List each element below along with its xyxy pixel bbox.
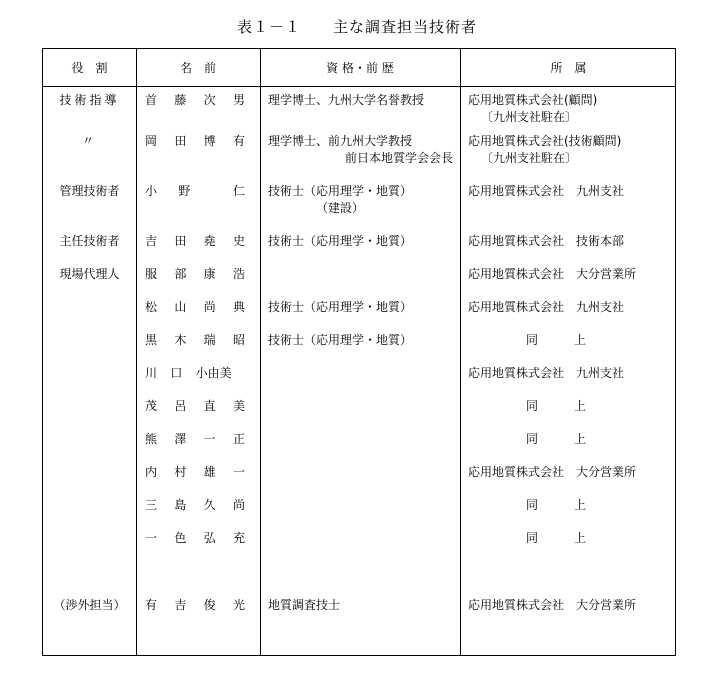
name-char: 田	[174, 134, 187, 148]
table-title: 表１－１ 主な調査担当技術者	[236, 18, 477, 36]
cell-affiliation: 応用地質株式会社(技術顧問)	[468, 134, 622, 148]
cell-name	[145, 530, 245, 547]
name-char: 服	[145, 267, 158, 281]
cell-affiliation: 応用地質株式会社 九州支社	[468, 300, 625, 314]
column-divider	[460, 49, 461, 655]
cell-affiliation: 応用地質株式会社 九州支社	[468, 366, 625, 380]
name-char: 尚	[232, 498, 245, 512]
name-char: 島	[174, 498, 187, 512]
name-char: 史	[232, 234, 245, 248]
name-char: 一	[203, 432, 216, 446]
cell-name	[145, 183, 245, 200]
cell-affiliation: 同 上	[526, 399, 587, 413]
name-char: 光	[232, 598, 245, 612]
cell-qualification-line2: 前日本地質学会会長	[344, 151, 453, 165]
cell-name	[145, 133, 245, 150]
header-role: 役 割	[71, 61, 108, 75]
name-char: 正	[232, 432, 245, 446]
name-char: 内	[145, 465, 158, 479]
cell-name	[145, 597, 245, 614]
name-char: 吉	[174, 598, 187, 612]
name-char: 浩	[232, 267, 245, 281]
name-char: 色	[174, 531, 187, 545]
name-char: 康	[203, 267, 216, 281]
header-name: 名 前	[179, 61, 216, 75]
name-char: 俊	[203, 598, 216, 612]
name-char: 小由美	[195, 366, 232, 380]
cell-affiliation: 応用地質株式会社 大分営業所	[468, 267, 637, 281]
name-char: 博	[203, 134, 216, 148]
cell-name	[145, 431, 245, 448]
name-char: 尚	[203, 300, 216, 314]
name-char: 川	[145, 366, 158, 380]
staff-table	[42, 48, 676, 656]
name-char: 部	[174, 267, 187, 281]
name-char: 有	[145, 598, 158, 612]
cell-affiliation: 応用地質株式会社 技術本部	[468, 234, 625, 248]
cell-qualification: 技術士（応用理学・地質）	[268, 234, 413, 248]
cell-affiliation: 同 上	[526, 498, 587, 512]
cell-affiliation: 応用地質株式会社 九州支社	[468, 184, 625, 198]
cell-role: （渉外担当）	[53, 598, 126, 612]
cell-affiliation: 応用地質株式会社 大分営業所	[468, 598, 637, 612]
cell-role: 技術指導	[59, 93, 120, 107]
name-char: 有	[232, 134, 245, 148]
cell-affiliation: 応用地質株式会社(顧問)	[468, 93, 598, 107]
cell-qualification-line2: （建設）	[316, 201, 365, 215]
name-char: 堯	[203, 234, 216, 248]
cell-role: 現場代理人	[59, 267, 120, 281]
cell-name	[145, 332, 245, 349]
cell-role: 〃	[81, 134, 97, 148]
name-char: 昭	[232, 333, 245, 347]
name-char: 茂	[145, 399, 158, 413]
name-char: 村	[174, 465, 187, 479]
name-char: 三	[145, 498, 158, 512]
cell-qualification: 地質調査技士	[268, 598, 341, 612]
cell-qualification: 技術士（応用理学・地質）	[268, 184, 413, 198]
name-char: 岡	[145, 134, 158, 148]
name-char: 呂	[174, 399, 187, 413]
cell-name	[145, 233, 245, 250]
name-char: 雄	[203, 465, 216, 479]
name-char: 充	[232, 531, 245, 545]
name-char: 男	[232, 93, 245, 107]
cell-name	[145, 497, 245, 514]
name-char: 典	[232, 300, 245, 314]
cell-affiliation: 同 上	[526, 531, 587, 545]
name-char: 熊	[145, 432, 158, 446]
cell-name	[145, 365, 245, 382]
cell-name	[145, 464, 245, 481]
cell-role: 管理技術者	[59, 184, 120, 198]
column-divider	[260, 49, 261, 655]
name-char: 吉	[145, 234, 158, 248]
name-char: 黒	[145, 333, 158, 347]
cell-name	[145, 266, 245, 283]
name-char: 木	[174, 333, 187, 347]
cell-affiliation-line2: 〔九州支社駐在〕	[481, 151, 578, 165]
name-char: 野	[178, 184, 191, 198]
name-char: 口	[170, 366, 183, 380]
name-char: 首	[145, 93, 158, 107]
name-char: 弘	[203, 531, 216, 545]
name-char: 一	[232, 465, 245, 479]
name-char: 久	[203, 498, 216, 512]
name-char: 田	[174, 234, 187, 248]
cell-affiliation: 同 上	[526, 333, 587, 347]
name-char: 澤	[174, 432, 187, 446]
name-char: 松	[145, 300, 158, 314]
cell-affiliation-line2: 〔九州支社駐在〕	[481, 110, 578, 124]
cell-role: 主任技術者	[59, 234, 120, 248]
name-char: 瑞	[203, 333, 216, 347]
cell-qualification: 理学博士、前九州大学教授	[268, 134, 413, 148]
cell-name	[145, 92, 245, 109]
header-affiliation: 所 属	[550, 61, 587, 75]
name-char: 直	[203, 399, 216, 413]
cell-qualification: 理学博士、九州大学名誉教授	[268, 93, 425, 107]
cell-name	[145, 398, 245, 415]
name-char: 山	[174, 300, 187, 314]
name-char: 美	[232, 399, 245, 413]
name-char: 一	[145, 531, 158, 545]
name-char: 藤	[174, 93, 187, 107]
cell-affiliation: 応用地質株式会社 大分営業所	[468, 465, 637, 479]
column-divider	[136, 49, 137, 655]
name-char: 仁	[232, 184, 245, 198]
header-qualification: 資 格・前 歴	[326, 61, 394, 75]
name-char: 小	[145, 184, 158, 198]
name-char: 次	[203, 93, 216, 107]
cell-qualification: 技術士（応用理学・地質）	[268, 300, 413, 314]
cell-qualification: 技術士（応用理学・地質）	[268, 333, 413, 347]
cell-affiliation: 同 上	[526, 432, 587, 446]
header-divider	[43, 86, 675, 87]
cell-name	[145, 299, 245, 316]
